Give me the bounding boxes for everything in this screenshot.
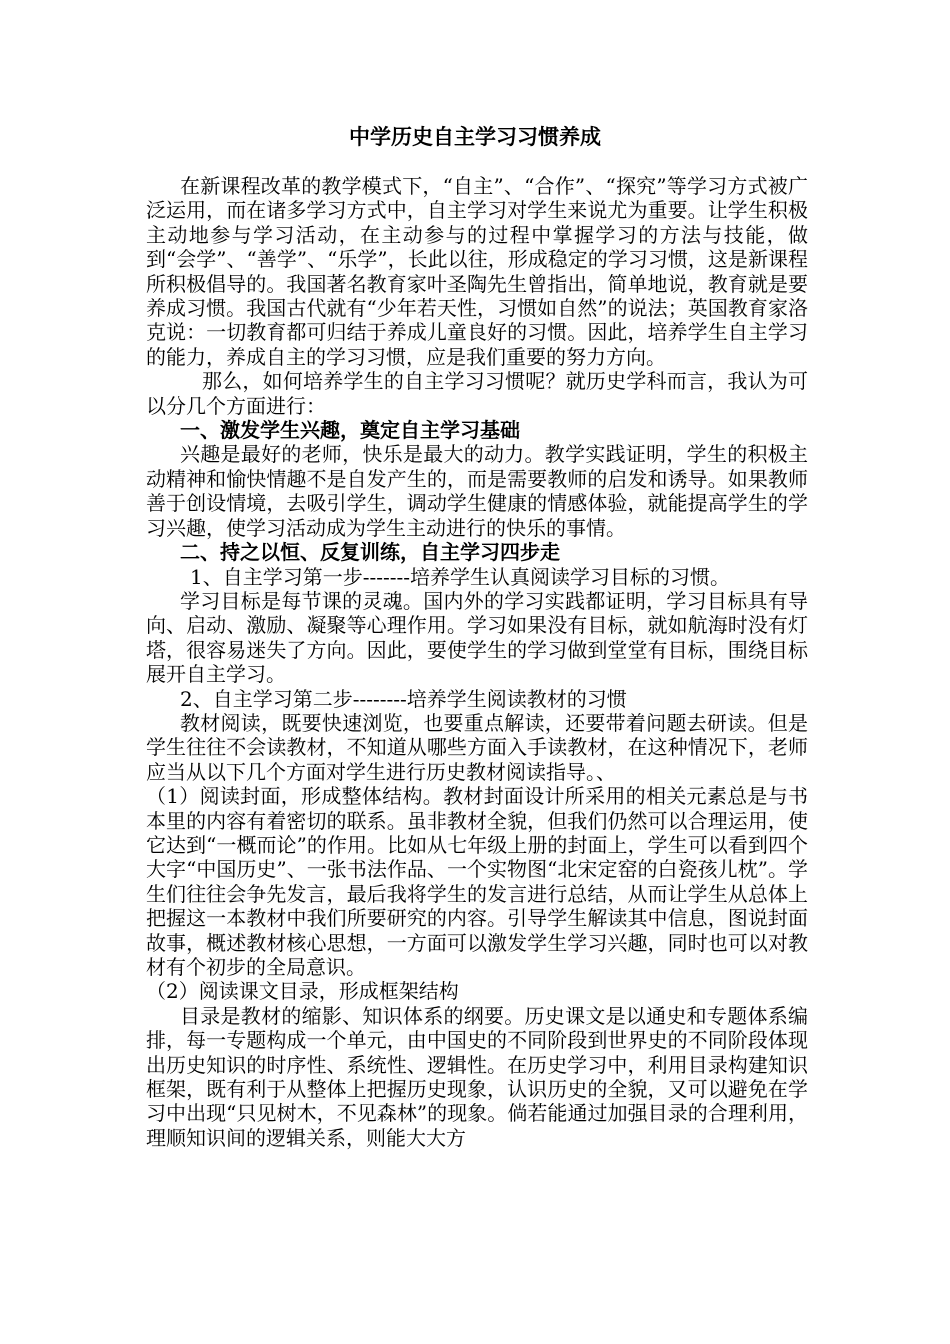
- step-1-heading: 1、自主学习第一步-------培养学生认真阅读学习目标的习惯。: [190, 564, 731, 589]
- goal-paragraph: 学习目标是每节课的灵魂。国内外的学习实践都证明，学习目标具有导向、启动、激励、凝聚等心理作用。学习如果没有目标，就如航海时没有灯塔，很容易迷失了方向。因此，要使学生的学习做到堂堂有目标，围绕目标展开自主学习。: [146, 588, 808, 687]
- intro-paragraph: 在新课程改革的教学模式下，“自主”、“合作”、“探究”等学习方式被广泛运用，而在诸多学习方式中，自主学习对学生来说尤为重要。让学生积极主动地参与学习活动，在主动参与的过程中掌握学习的方法与技能，做到“会学”、“善学”、“乐学”，长此以往，形成稳定的学习习惯，这是新课程所积极倡导的。我国著名教育家叶圣陶先生曾指出，简单地说，教育就是要养成习惯。我国古代就有“少年若天性，习惯如自然”的说法；英国教育家洛克说：一切教育都可归结于养成儿童良好的习惯。因此，培养学生自主学习的能力，养成自主的学习习惯，应是我们重要的努力方向。: [146, 174, 808, 369]
- interest-paragraph: 兴趣是最好的老师，快乐是最大的动力。教学实践证明，学生的积极主动精神和愉快情趣不是自发产生的，而是需要教师的启发和诱导。如果教师善于创设情境，去吸引学生，调动学生健康的情感体验，就能提高学生的学习兴趣，使学习活动成为学生主动进行的快乐的事情。: [146, 442, 808, 540]
- question-paragraph: 那么，如何培养学生的自主学习习惯呢？就历史学科而言，我认为可以分几个方面进行：: [146, 369, 808, 418]
- catalog-subheading: （2）阅读课文目录，形成框架结构: [146, 979, 459, 1004]
- section-heading-1: 一、激发学生兴趣，奠定自主学习基础: [180, 418, 520, 443]
- document-body: [146, 174, 808, 1150]
- step-2-heading: 2、自主学习第二步--------培养学生阅读教材的习惯: [180, 686, 627, 711]
- cover-reading-paragraph: （1）阅读封面，形成整体结构。教材封面设计所采用的相关元素总是与书本里的内容有着密切的联系。虽非教材全貌，但我们仍然可以合理运用，使它达到“一概而论”的作用。比如从七年级上册的封面上，学生可以看到四个大字“中国历史”、一张书法作品、一个实物图“北宋定窑的白瓷孩儿枕”。学生们往往会争先发言，最后我将学生的发言进行总结，从而让学生从总体上把握这一本教材中我们所要研究的内容。引导学生解读其中信息，图说封面故事，概述教材核心思想，一方面可以激发学生学习兴趣，同时也可以对教材有个初步的全局意识。: [146, 784, 808, 979]
- section-heading-2: 二、持之以恒、反复训练，自主学习四步走: [180, 540, 560, 565]
- catalog-paragraph: 目录是教材的缩影、知识体系的纲要。历史课文是以通史和专题体系编排，每一专题构成一个单元，由中国史的不同阶段到世界史的不同阶段体现出历史知识的时序性、系统性、逻辑性。在历史学习中，利用目录构建知识框架，既有利于从整体上把握历史现象，认识历史的全貌，又可以避免在学习中出现“只见树木，不见森林”的现象。倘若能通过加强目录的合理利用，理顺知识间的逻辑关系，则能大大方: [146, 1003, 808, 1150]
- document-title: 中学历史自主学习习惯养成: [349, 124, 601, 149]
- textbook-paragraph: 教材阅读，既要快速浏览，也要重点解读，还要带着问题去研读。但是学生往往不会读教材，不知道从哪些方面入手读教材，在这种情况下，老师应当从以下几个方面对学生进行历史教材阅读指导。、: [146, 710, 808, 784]
